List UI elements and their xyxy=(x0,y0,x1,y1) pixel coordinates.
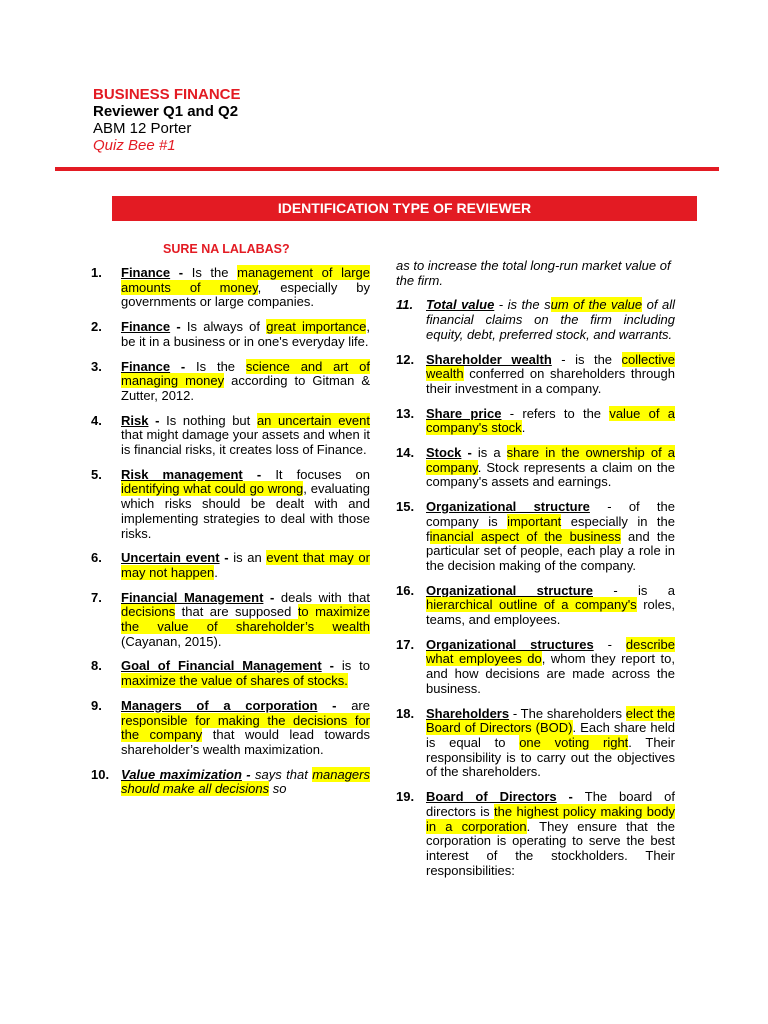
item-number: 8. xyxy=(91,658,102,674)
item-number: 12. xyxy=(396,351,415,367)
item-text-part: , evaluating which risks should be dealt with and implementing strategies to deal with those risks. xyxy=(121,481,370,541)
item-text xyxy=(121,768,370,797)
item-text-part: and the particular set of people, each play a role in the decision making of the company. xyxy=(426,528,675,573)
item-text-part: . Stock represents a claim on the company's assets and earnings. xyxy=(426,459,675,490)
item-text xyxy=(121,414,370,458)
section-label: ABM 12 Porter xyxy=(93,120,192,137)
item-text-part: The board of directors is xyxy=(426,789,676,819)
item-continuation: as to increase the total long-run market value of the firm. xyxy=(396,258,671,288)
item-highlight: the highest policy making body in a corporation xyxy=(426,803,675,834)
item-separator: - xyxy=(170,265,192,280)
item-separator: - xyxy=(593,582,639,598)
quiz-label: Quiz Bee #1 xyxy=(93,137,176,154)
item-text-part: , especially by governments or large companies. xyxy=(121,279,371,310)
list-item xyxy=(396,353,675,397)
list-item xyxy=(396,446,675,490)
item-text-part: Is always of xyxy=(186,319,267,335)
item-term: Total value xyxy=(426,297,495,313)
item-number: 9. xyxy=(91,697,102,713)
list-item xyxy=(396,638,675,697)
item-number: 18. xyxy=(396,705,415,721)
item-term: Organizational structure xyxy=(426,582,593,598)
item-number: 2. xyxy=(91,319,102,335)
item-text-part: is a xyxy=(638,582,675,598)
item-highlight: hierarchical outline of a company's xyxy=(426,597,637,613)
item-term: Organizational structures xyxy=(426,636,594,652)
item-highlight: great importance xyxy=(266,319,367,335)
item-text-part: (Cayanan, 2015). xyxy=(121,633,222,649)
list-item xyxy=(91,699,370,758)
item-separator: - xyxy=(593,636,626,652)
item-highlight: science and art of managing money xyxy=(121,358,370,389)
item-highlight: collective wealth xyxy=(426,351,675,382)
item-separator: - xyxy=(148,412,167,428)
item-text xyxy=(121,659,370,688)
list-item xyxy=(396,707,675,781)
item-separator: - xyxy=(263,589,281,605)
item-text xyxy=(121,551,370,580)
item-text xyxy=(426,500,675,574)
list-item xyxy=(396,584,675,628)
item-text xyxy=(121,468,370,542)
item-text xyxy=(121,699,370,758)
item-highlight: an uncertain event xyxy=(256,412,370,428)
item-number: 7. xyxy=(91,589,102,605)
item-term: Goal of Financial Management xyxy=(121,658,322,674)
item-highlight: managers should make all decisions xyxy=(121,766,370,797)
item-text xyxy=(121,591,370,650)
item-text-part: is a xyxy=(477,445,507,461)
item-separator: - xyxy=(501,405,523,421)
item-text-part: Is the xyxy=(191,265,238,280)
item-term: Shareholders xyxy=(426,705,510,721)
item-highlight: describe what employees do xyxy=(426,636,675,667)
item-term: Finance xyxy=(121,265,171,280)
section-banner: IDENTIFICATION TYPE OF REVIEWER xyxy=(112,196,697,221)
item-text-part: . Each share held is equal to xyxy=(426,720,675,750)
item-separator: - xyxy=(461,445,478,461)
item-separator: - xyxy=(242,466,276,482)
list-item xyxy=(91,591,370,650)
item-text-part: The shareholders xyxy=(520,705,626,721)
item-highlight: elect the Board of Directors (BOD) xyxy=(426,705,675,736)
item-text-part: is the xyxy=(575,351,622,367)
item-text-part: refers to the xyxy=(522,405,610,421)
item-text-part: says that xyxy=(255,766,313,782)
item-term: Board of Directors xyxy=(426,789,557,805)
item-highlight: one voting right xyxy=(519,734,629,750)
item-text xyxy=(426,584,675,628)
item-highlight: inancial aspect of the business xyxy=(429,528,621,544)
item-number: 6. xyxy=(91,550,102,566)
item-text-part: conferred on shareholders through their investment in a company. xyxy=(426,366,675,396)
item-text-part: Is nothing but xyxy=(166,412,257,428)
item-term: Organizational structure xyxy=(426,499,590,515)
item-term: Financial Management xyxy=(121,589,264,605)
item-text-part: are xyxy=(351,697,370,713)
item-separator: - xyxy=(219,550,234,566)
item-text-part: Is the xyxy=(196,358,246,374)
item-text-part: . They ensure that the corporation is operating to serve the best interest of the stockholders. Their responsibilities: xyxy=(426,818,675,878)
item-text xyxy=(426,446,675,490)
item-text-part: especially in the f xyxy=(426,513,675,544)
item-text xyxy=(426,298,675,342)
item-separator: - xyxy=(170,358,197,374)
item-text xyxy=(426,638,675,697)
item-number: 16. xyxy=(396,582,415,598)
item-term: Uncertain event xyxy=(121,550,220,566)
item-number: 4. xyxy=(91,412,102,428)
document-header xyxy=(93,86,241,154)
item-separator: - xyxy=(589,499,629,515)
item-number: 13. xyxy=(396,405,415,421)
item-text-part: , be it in a business or in one's everyday life. xyxy=(121,319,370,349)
item-text xyxy=(121,266,370,310)
left-column xyxy=(91,266,370,807)
item-highlight: important xyxy=(507,513,562,529)
item-separator: - xyxy=(494,297,508,313)
item-text-part: roles, teams, and employees. xyxy=(426,597,676,628)
item-term: Stock xyxy=(426,445,462,461)
item-highlight: um of the value xyxy=(550,297,643,313)
item-highlight: maximize the value of shares of stocks. xyxy=(121,673,348,689)
item-text-part: . Their responsibility is to carry out the objectives of the shareholders. xyxy=(426,734,676,780)
item-highlight: share in the ownership of a company xyxy=(426,445,675,475)
item-text-part: so xyxy=(269,781,287,797)
list-item xyxy=(91,360,370,404)
item-text-part: . xyxy=(521,420,526,436)
item-highlight: decisions xyxy=(121,604,176,620)
item-term: Managers of a corporation xyxy=(121,697,318,713)
item-separator: - xyxy=(551,351,576,367)
item-text xyxy=(426,790,675,878)
item-text xyxy=(426,407,675,436)
item-number: 11. xyxy=(396,297,414,313)
item-term: Finance xyxy=(121,358,171,374)
item-number: 19. xyxy=(396,789,415,805)
item-highlight: management of large amounts of money xyxy=(121,265,370,295)
item-separator: - xyxy=(317,697,352,713)
item-text xyxy=(121,320,370,349)
item-separator: - xyxy=(509,705,521,721)
item-term: Risk management xyxy=(121,466,243,482)
item-text xyxy=(426,353,675,397)
item-text-part: that might damage your assets and when it is financial risks, it creates loss of Finance. xyxy=(121,427,370,458)
item-text-part: is to xyxy=(341,658,370,674)
item-highlight: value of a company's stock xyxy=(426,405,675,436)
list-item xyxy=(396,500,675,574)
item-term: Finance xyxy=(121,319,171,335)
item-term: Shareholder wealth xyxy=(426,351,552,367)
right-column xyxy=(396,259,675,888)
item-highlight: to maximize the value of shareholder’s wealth xyxy=(121,604,370,635)
item-text-part: . xyxy=(214,564,218,580)
item-text-part: It focuses on xyxy=(275,466,371,482)
reviewer-title: Reviewer Q1 and Q2 xyxy=(93,103,239,120)
list-item xyxy=(91,320,370,349)
list-item xyxy=(91,266,370,310)
list-item xyxy=(91,659,370,688)
subject-title: BUSINESS FINANCE xyxy=(93,86,241,103)
header-divider xyxy=(55,167,719,171)
item-number: 10. xyxy=(91,766,110,782)
item-separator: - xyxy=(241,766,256,782)
list-item xyxy=(396,407,675,436)
item-text-part: of the company is xyxy=(426,499,676,529)
item-highlight: responsible for making the decisions for the company xyxy=(121,712,370,743)
item-separator: - xyxy=(321,658,342,674)
item-term: Share price xyxy=(426,405,502,421)
subheading: SURE NA LALABAS? xyxy=(163,242,290,256)
item-text-part: deals with that xyxy=(280,589,370,605)
item-text xyxy=(121,360,370,404)
item-number: 17. xyxy=(396,636,415,652)
item-term: Risk xyxy=(121,412,149,428)
item-text-part: is an xyxy=(233,550,267,566)
item-number: 5. xyxy=(91,466,102,482)
item-text-part: of all financial claims on the firm including equity, debt, preferred stock, and warrants. xyxy=(426,297,675,342)
item-text-part: that are supposed xyxy=(175,604,298,620)
item-separator: - xyxy=(556,789,585,805)
item-text-part: that would lead towards shareholder’s wealth maximization. xyxy=(121,727,370,757)
item-text-part: according to Gitman & Zutter, 2012. xyxy=(121,373,370,403)
item-number: 1. xyxy=(91,265,102,280)
list-item xyxy=(396,790,675,878)
item-highlight: event that may or may not happen xyxy=(121,550,370,580)
item-number: 15. xyxy=(396,499,415,515)
item-number: 3. xyxy=(91,358,102,374)
list-item xyxy=(91,414,370,458)
item-text-part: is the s xyxy=(507,297,551,313)
item-term: Value maximization xyxy=(121,766,242,782)
list-item xyxy=(396,298,675,342)
list-item xyxy=(91,551,370,580)
item-highlight: identifying what could go wrong xyxy=(121,481,304,497)
list-item xyxy=(91,768,370,797)
list-item xyxy=(91,468,370,542)
item-separator: - xyxy=(170,319,187,335)
item-number: 14. xyxy=(396,445,415,461)
item-text-part: , whom they report to, and how decisions are made across the business. xyxy=(426,651,675,696)
item-text xyxy=(426,707,675,781)
